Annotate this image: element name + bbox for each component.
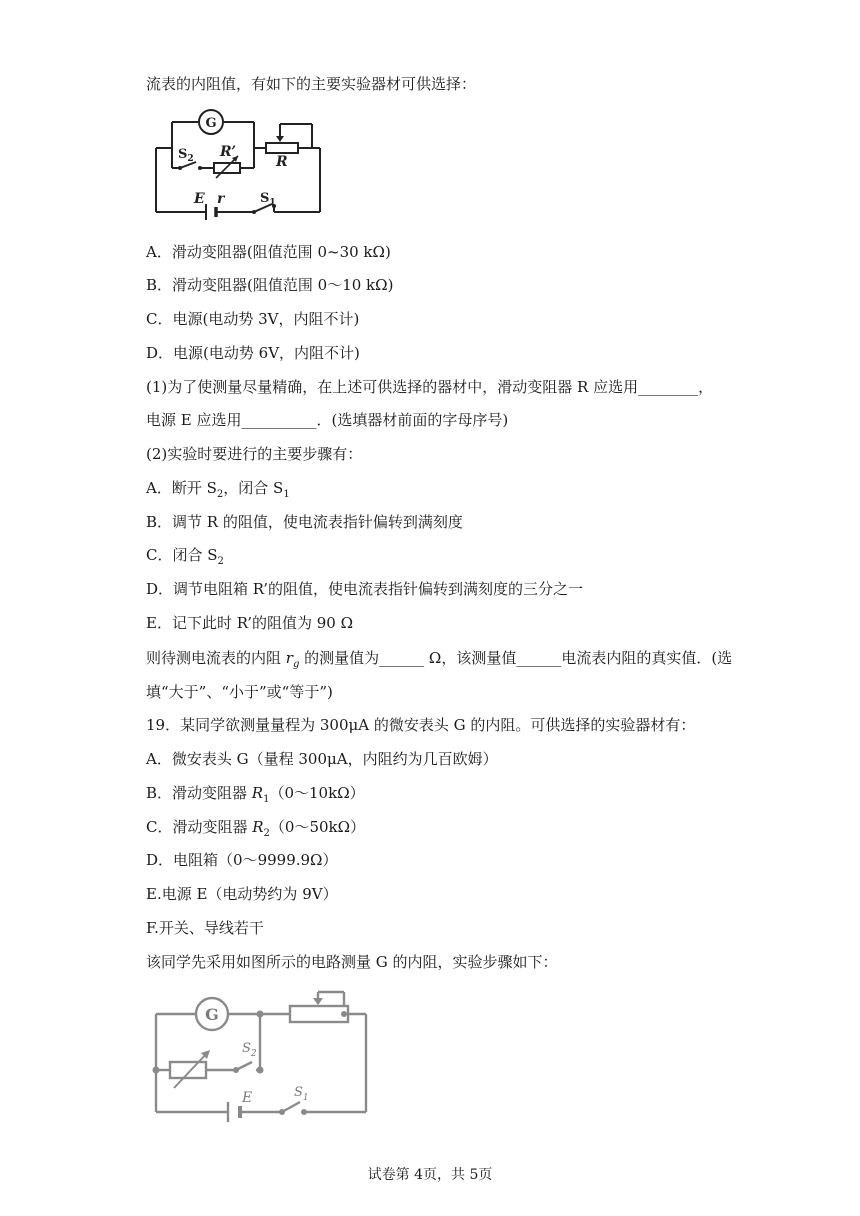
- rprime-label: R’: [220, 144, 237, 160]
- q19-option-d: D．电阻箱（0～9999.9Ω）: [146, 851, 338, 869]
- step-b: B．调节 R 的阻值，使电流表指针偏转到满刻度: [146, 513, 463, 531]
- q19-option-f: F.开关、导线若干: [146, 919, 264, 937]
- q19-option-b: B．滑动变阻器 $R_1(0\sim 10k\Omega)$: [146, 784, 365, 805]
- e-label-2: E: [242, 1090, 253, 1106]
- circuit-diagram-1: [150, 106, 328, 224]
- q19-option-a: A．微安表头 G（量程 300μA，内阻约为几百欧姆）: [146, 750, 498, 768]
- r-internal-label: r: [217, 191, 225, 207]
- q18-result-line1: 则待测电流表的内阻 $r_g$ 的测量值为______ Ω，该测量值______电流表内阻的真实值．(选: [146, 649, 733, 670]
- page-footer: 试卷第 4页，共 5页: [367, 1167, 493, 1183]
- s1-label: S: [260, 191, 270, 206]
- svg-text:S2: [242, 1041, 257, 1059]
- q18-option-c: C．电源(电动势 3V，内阻不计): [146, 310, 360, 328]
- q19-stem: 19．某同学欲测量量程为 300μA 的微安表头 G 的内阻。可供选择的实验器材有：: [146, 716, 696, 734]
- q18-option-a: A．滑动变阻器(阻值范围 0~30 kΩ): [146, 243, 391, 261]
- q18-option-d: D．电源(电动势 6V，内阻不计): [146, 344, 360, 362]
- intro-line: 流表的内阻值，有如下的主要实验器材可供选择：: [146, 75, 477, 93]
- step-c: C．闭合 $S_2$: [146, 546, 224, 567]
- q18-part1-line1: (1)为了使测量尽量精确，在上述可供选择的器材中，滑动变阻器 R 应选用________，: [146, 378, 714, 396]
- s2-label-2: S: [242, 1041, 251, 1056]
- s1-label-2: S: [294, 1085, 303, 1100]
- s2-sub-label: 2: [187, 154, 194, 164]
- circuit-diagram-2: [148, 984, 378, 1124]
- svg-text:S2: [178, 147, 194, 164]
- galvanometer-label: G: [205, 116, 217, 131]
- step-a: A．断开 $S_2$，闭合 $S_1$: [146, 479, 290, 500]
- s2-label: S: [178, 147, 188, 162]
- e-label: E: [194, 191, 205, 207]
- svg-text:S1: [294, 1085, 309, 1103]
- galvanometer-label-2: G: [205, 1005, 219, 1024]
- q19-option-e: E.电源 E（电动势约为 9V）: [146, 885, 338, 903]
- r-label: R: [276, 154, 288, 170]
- q18-result-line2: 填“大于”、“小于”或“等于”): [146, 683, 333, 701]
- q19-option-c: C．滑动变阻器 $R_2(0\sim 50k\Omega)$: [146, 818, 366, 839]
- step-d: D．调节电阻箱 R’的阻值，使电流表指针偏转到满刻度的三分之一: [146, 580, 584, 598]
- q18-part2-title: (2)实验时要进行的主要步骤有：: [146, 445, 363, 463]
- s2-sub-label-2: 2: [250, 1049, 257, 1059]
- q19-lead: 该同学先采用如图所示的电路测量 G 的内阻，实验步骤如下：: [146, 953, 558, 971]
- q18-option-b: B．滑动变阻器(阻值范围 0～10 kΩ): [146, 276, 394, 294]
- s1-sub-label: 1: [269, 198, 276, 208]
- s1-sub-label-2: 1: [302, 1093, 309, 1103]
- svg-text:S1: [260, 191, 276, 208]
- q18-part1-line2: 电源 E 应选用__________．(选填器材前面的字母序号): [146, 411, 509, 429]
- step-e: E．记下此时 R’的阻值为 90 Ω: [146, 614, 354, 632]
